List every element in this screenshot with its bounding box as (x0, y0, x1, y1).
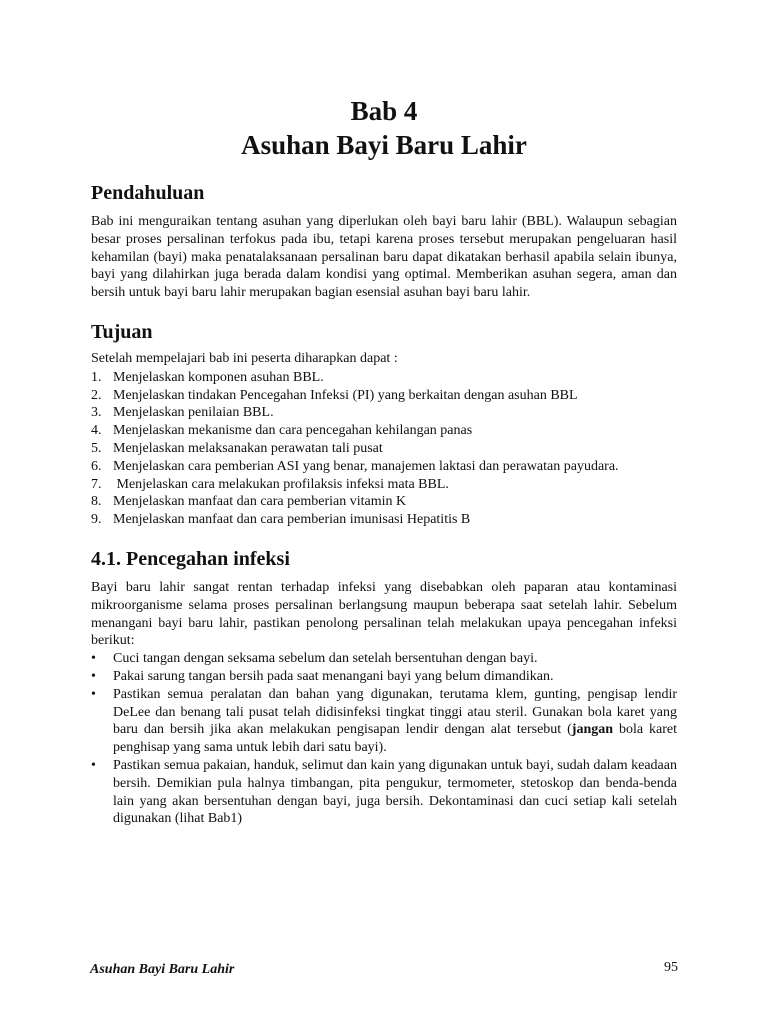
list-item (91, 686, 677, 757)
bullet-text: Cuci tangan dengan seksama sebelum dan setelah bersentuhan dengan bayi. (113, 651, 538, 667)
list-text: Menjelaskan cara melakukan profilaksis infeksi mata BBL. (113, 476, 449, 492)
list-number: 9. (91, 512, 102, 528)
footer-title: Asuhan Bayi Baru Lahir (90, 962, 235, 977)
list-item (91, 493, 677, 511)
list-item (91, 422, 677, 440)
list-item (91, 757, 677, 828)
list-text: Menjelaskan mekanisme dan cara pencegahan kehilangan panas (113, 423, 473, 439)
list-item (91, 458, 677, 476)
list-number: 7. (91, 476, 102, 492)
tujuan-list (91, 369, 677, 529)
list-number: 1. (91, 369, 102, 385)
chapter-number: Bab 4 (350, 96, 418, 126)
list-item (91, 387, 677, 405)
tujuan-intro: Setelah mempelajari bab ini peserta diharapkan dapat : (91, 350, 398, 366)
list-item (91, 476, 677, 494)
list-text: Menjelaskan tindakan Pencegahan Infeksi (PI) yang berkaitan dengan asuhan BBL (113, 387, 578, 403)
list-text: Menjelaskan manfaat dan cara pemberian imunisasi Hepatitis B (113, 512, 471, 528)
list-text: Menjelaskan cara pemberian ASI yang benar, manajemen laktasi dan perawatan payudara. (113, 458, 619, 474)
bullet-text: Pakai sarung tangan bersih pada saat menangani bayi yang belum dimandikan. (113, 668, 554, 684)
list-item (91, 650, 677, 668)
heading-pendahuluan: Pendahuluan (91, 182, 205, 204)
list-number: 3. (91, 405, 102, 421)
list-number: 2. (91, 387, 102, 403)
heading-pencegahan-infeksi: 4.1. Pencegahan infeksi (91, 547, 290, 570)
bullet-icon: • (91, 668, 96, 684)
list-text: Menjelaskan komponen asuhan BBL. (113, 369, 324, 385)
bullet-text: Pastikan semua pakaian, handuk, selimut dan kain yang digunakan untuk bayi, sudah dalam keadaan bersih. Demikian pula halnya timbangan, pita pengukur, termometer, stetoskop dan benda-benda lain yang akan bersentuhan dengan bayi, juga bersih. Dekontaminasi dan cuci setiap kali setelah digunakan (lihat Bab1) (113, 757, 677, 827)
list-text: Menjelaskan melaksanakan perawatan tali pusat (113, 440, 383, 456)
pencegahan-bullet-list (91, 650, 677, 828)
list-number: 5. (91, 440, 102, 456)
list-text: Menjelaskan penilaian BBL. (113, 405, 274, 421)
list-item (91, 369, 677, 387)
page-content (91, 94, 677, 828)
bold-emphasis: jangan (571, 722, 614, 738)
chapter-title: Asuhan Bayi Baru Lahir (241, 130, 527, 160)
page-number: 95 (664, 960, 678, 975)
bullet-text (113, 686, 677, 757)
heading-tujuan: Tujuan (91, 320, 153, 343)
list-item (91, 440, 677, 458)
bullet-text-part: Pastikan semua peralatan dan bahan yang digunakan, terutama klem, gunting, pengisap lendir DeLee dan benang tali pusat telah didisinfeksi tingkat tinggi atau steril. Gunakan bola karet yang baru dan bersih jika akan melakukan pengisapan lendir dengan alat tersebut ( (113, 686, 677, 738)
bullet-text-part: bola karet penghisap yang sama untuk lebih dari satu bayi). (113, 722, 677, 756)
paragraph-pendahuluan: Bab ini menguraikan tentang asuhan yang diperlukan oleh bayi baru lahir (BBL). Walaupun sebagian besar proses persalinan terfokus pada ibu, tetapi karena proses tersebut merupakan pengeluaran hasil kehamilan (bayi) maka penatalaksanaan persalinan baru dapat dikatakan berhasil apabila selain ibunya, bayi yang dilahirkan juga berada dalam kondisi yang optimal. Memberikan asuhan segera, aman dan bersih untuk bayi baru lahir merupakan bagian esensial asuhan bayi baru lahir. (91, 214, 677, 301)
bullet-icon: • (91, 686, 96, 702)
bullet-icon: • (91, 757, 96, 773)
list-item (91, 511, 677, 529)
bullet-icon: • (91, 651, 96, 667)
list-number: 8. (91, 494, 102, 510)
paragraph-pencegahan-infeksi: Bayi baru lahir sangat rentan terhadap infeksi yang disebabkan oleh paparan atau kontaminasi mikroorganisme selama proses persalinan berlangsung maupun beberapa saat setelah lahir. Sebelum menangani bayi baru lahir, pastikan penolong persalinan telah melakukan upaya pencegahan infeksi berikut: (91, 579, 677, 649)
list-number: 4. (91, 423, 102, 439)
list-number: 6. (91, 458, 102, 474)
list-item (91, 404, 677, 422)
list-item (91, 668, 677, 686)
list-text: Menjelaskan manfaat dan cara pemberian vitamin K (113, 494, 407, 510)
